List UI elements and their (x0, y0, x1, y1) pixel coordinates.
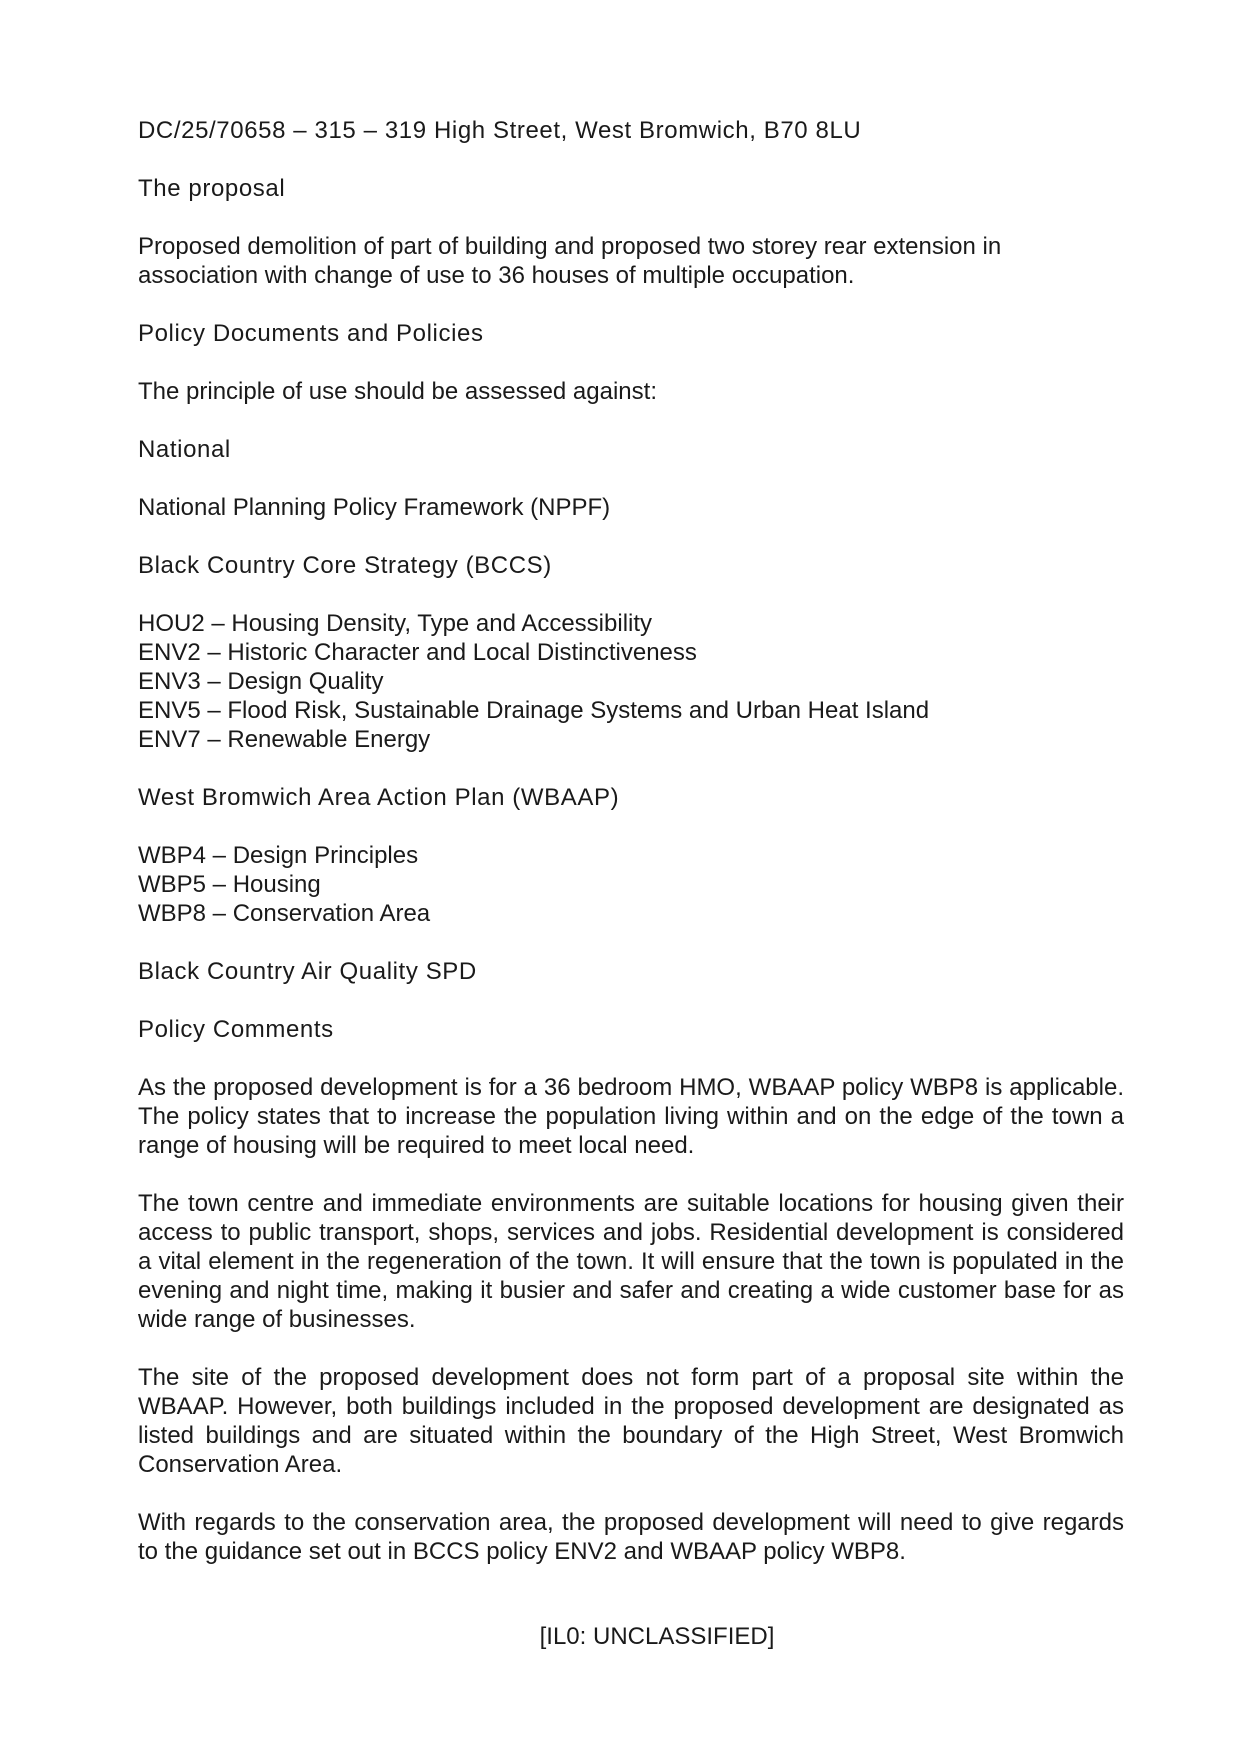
policy-comments-heading: Policy Comments (138, 1016, 334, 1043)
proposal-heading: The proposal (138, 175, 286, 202)
list-item: ENV2 – Historic Character and Local Distinctiveness (138, 639, 697, 666)
list-item: ENV3 – Design Quality (138, 668, 384, 695)
reference-line: DC/25/70658 – 315 – 319 High Street, West Bromwich, B70 8LU (138, 117, 862, 144)
wbaap-policy-list (138, 841, 1124, 928)
classification-footer: [IL0: UNCLASSIFIED] (539, 1623, 775, 1650)
list-item: WBP8 – Conservation Area (138, 900, 431, 927)
document-body (138, 116, 1124, 1566)
list-item: WBP5 – Housing (138, 871, 321, 898)
principle-text: The principle of use should be assessed against: (138, 378, 657, 405)
list-item: WBP4 – Design Principles (138, 842, 419, 869)
national-heading: National (138, 436, 231, 463)
comment-paragraph: As the proposed development is for a 36 bedroom HMO, WBAAP policy WBP8 is applicable. The policy states that to increase the population living within and on the edge of the town a range of housing will be required to meet local need. (138, 1074, 1124, 1159)
wbaap-heading: West Bromwich Area Action Plan (WBAAP) (138, 784, 620, 811)
list-item: HOU2 – Housing Density, Type and Accessibility (138, 610, 653, 637)
policy-documents-heading: Policy Documents and Policies (138, 320, 484, 347)
nppf-line: National Planning Policy Framework (NPPF) (138, 494, 611, 521)
air-quality-heading: Black Country Air Quality SPD (138, 958, 477, 985)
bccs-policy-list (138, 609, 1124, 754)
list-item: ENV5 – Flood Risk, Sustainable Drainage Systems and Urban Heat Island (138, 697, 930, 724)
list-item: ENV7 – Renewable Energy (138, 726, 431, 753)
proposal-text: Proposed demolition of part of building and proposed two storey rear extension in association with change of use to 36 houses of multiple occupation. (138, 233, 1002, 289)
comment-paragraph: The town centre and immediate environments are suitable locations for housing given their access to public transport, shops, services and jobs. Residential development is considered a vital element in the regeneration of the town. It will ensure that the town is populated in the evening and night time, making it busier and safer and creating a wide customer base for as wide range of businesses. (138, 1190, 1124, 1333)
comment-paragraph: With regards to the conservation area, the proposed development will need to give regards to the guidance set out in BCCS policy ENV2 and WBAAP policy WBP8. (138, 1509, 1124, 1565)
comment-paragraph: The site of the proposed development does not form part of a proposal site within the WBAAP. However, both buildings included in the proposed development are designated as listed buildings and are situated within the boundary of the High Street, West Bromwich Conservation Area. (138, 1364, 1124, 1478)
bccs-heading: Black Country Core Strategy (BCCS) (138, 552, 552, 579)
